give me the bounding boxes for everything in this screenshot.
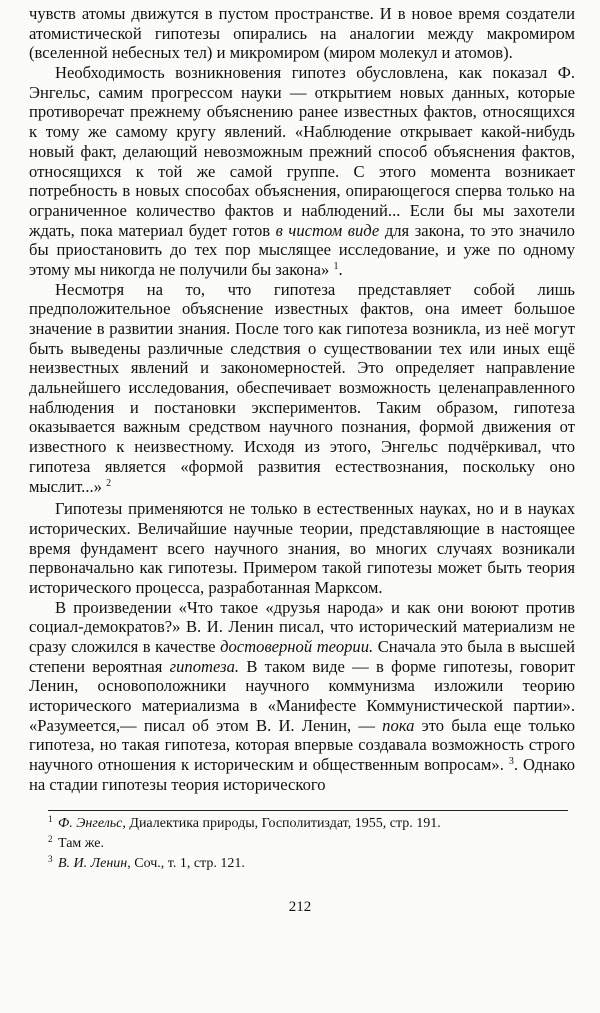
paragraph-hypothesis-origin: Необходимость возникновения гипотез обусловлена, как показал Ф. Энгельс, самим прогрессом науки — открытием новых данных, которые противоречат прежнему объяснению ранее известных фактов, относящихся к тому же самому кругу явлений. «Наблюдение открывает какой-нибудь новый факт, делающий невозможным прежний способ объяснения фактов, относящихся к той же самой группе. С этого момента возникает потребность в новых способах объяснения, опирающегося сперва только на ограниченное количество фактов и наблюдений... Если бы мы захотели ждать, пока материал будет готов в чистом виде для закона, то это значило бы приостановить до тех пор мыслящее исследование, и уже по одному этому мы никогда не получили бы закона» $^1$. <box>29 63 575 279</box>
page-number: 212 <box>288 899 312 915</box>
footnote-ref-1: 1 <box>333 260 339 272</box>
paragraph-atoms: чувств атомы движутся в пустом пространстве. И в новое время создатели атомистической гипотезы опирались на аналогии между макромиром (вселенной небесных тел) и микромиром (миром молекул и атомов). <box>29 4 575 63</box>
footnote-2: $^2$ Там же. <box>48 834 104 851</box>
body-text <box>29 4 575 795</box>
footnote-1: $^1$ Ф. Энгельс, Диалектика природы, Госполитиздат, 1955, стр. 191. <box>48 814 441 831</box>
emphasis-hypothesis: гипотеза. <box>169 656 240 676</box>
footnote-ref-3: 3 <box>508 756 514 768</box>
emphasis-pure-form: в чистом виде <box>275 220 380 240</box>
paragraph-hypothesis-value: Несмотря на то, что гипотеза представляет собой лишь предположительное объяснение известных фактов, она имеет большое значение в развитии знания. После того как гипотеза возникла, из неё могут быть выведены различные следствия о существовании тех или иных ещё неизвестных явлений и закономерностей. Это определяет направление дальнейшего исследования, обеспечивает возможность целенаправленного наблюдения и постановки экспериментов. Таким образом, гипотеза оказывается важным средством научного познания, формой движения от известного к неизвестному. Исходя из этого, Энгельс подчёркивал, что гипотеза является «формой развития естествознания, поскольку оно мыслит...» $^2$ <box>29 279 575 496</box>
paragraph-lenin: В произведении «Что такое «друзья народа» и как они воюют против социал-демократов?» В. И. Ленин писал, что исторический материализм не сразу сложился в качестве достоверной теории. Сначала это была в высшей степени вероятная гипотеза. В таком виде — в форме гипотезы, говорит Ленин, основоположники научного коммунизма изложили теорию исторического материализма в «Манифесте Коммунистической партии». «Разумеется,— писал об этом В. И. Ленин, — пока это была еще только гипотеза, но такая гипотеза, которая впервые создавала возможность строго научного отношения к историческим и общественным вопросам». $^3$. Однако на стадии гипотезы теория исторического <box>29 597 576 794</box>
emphasis-reliable-theory: достоверной теории. <box>220 637 374 656</box>
footnotes <box>48 810 568 874</box>
paragraph-historical-sciences: Гипотезы применяются не только в естественных науках, но и в науках исторических. Величайшие научные теории, представляющие в настоящее время фундамент всего научного знания, во многих случаях возникали первоначально как гипотезы. Примером такой гипотезы может быть теория исторического процесса, разработанная Марксом. <box>29 499 575 597</box>
footnote-ref-2: 2 <box>106 477 112 489</box>
emphasis-poka: пока <box>382 715 415 735</box>
engels-quote: «Наблюдение открывает какой-нибудь новый факт, делающий невозможным прежний способ объяснения фактов, относящихся к той же самой группе. С этого момента возникает потребность в новых способах объяснения, опирающегося сперва только на ограниченное количество фактов и наблюдений... Если бы мы захотели ждать, пока материал будет готов <box>29 122 575 240</box>
footnote-3: $^3$ В. И. Ленин, Соч., т. 1, стр. 121. <box>48 854 245 871</box>
